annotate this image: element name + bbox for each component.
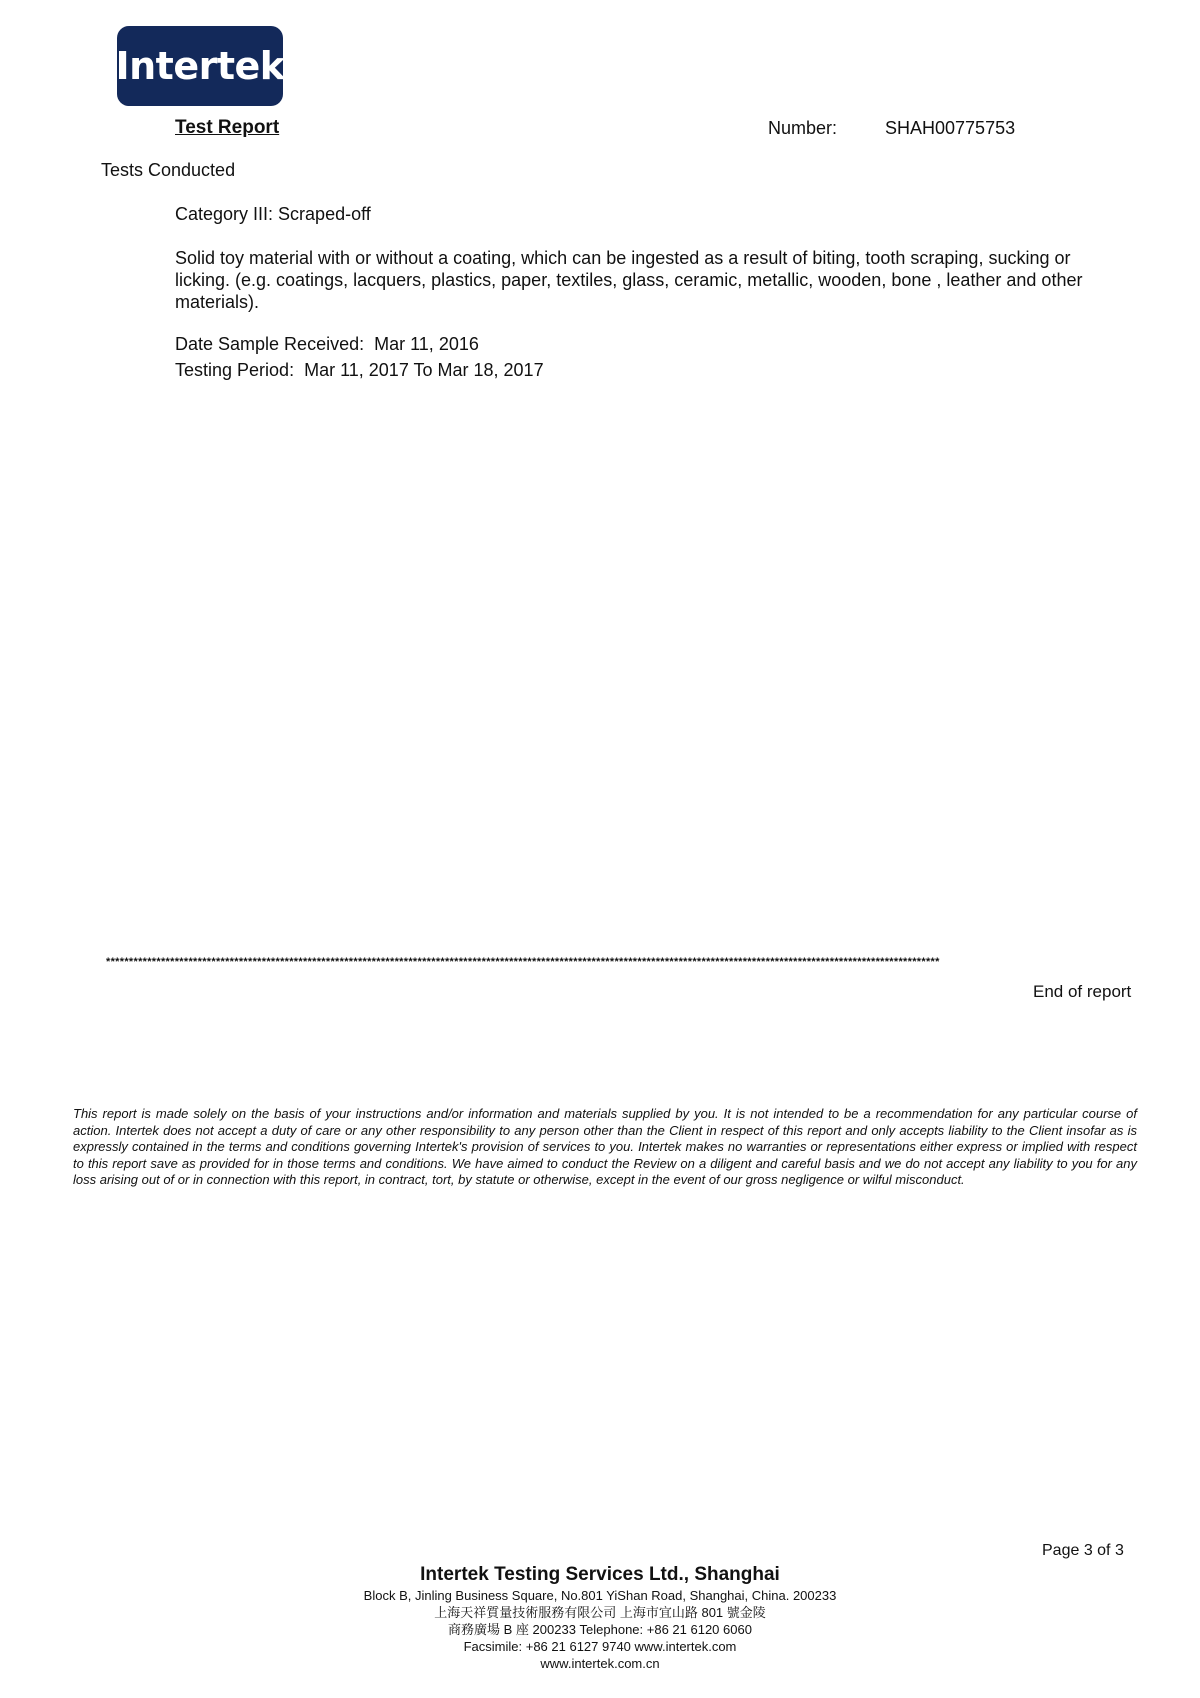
- footer: [0, 1563, 1200, 1672]
- intertek-logo: [117, 26, 283, 106]
- report-title: Test Report: [175, 117, 280, 138]
- footer-website: www.intertek.com.cn: [540, 1656, 660, 1671]
- separator-line: **************************************************************************************************************************************************************************************: [106, 956, 940, 968]
- footer-fax: Facsimile: +86 21 6127 9740 www.intertek.com: [463, 1639, 737, 1654]
- footer-address-cn-phone: 商務廣場 B 座 200233 Telephone: +86 21 6120 6060: [448, 1622, 752, 1637]
- report-number-label: Number:: [768, 118, 838, 138]
- footer-address: Block B, Jinling Business Square, No.801 YiShan Road, Shanghai, China. 200233: [363, 1588, 837, 1603]
- end-of-report: End of report: [1033, 982, 1132, 1001]
- category-description: Solid toy material with or without a coating, which can be ingested as a result of biting, tooth scraping, sucking or licking. (e.g. coatings, lacquers, plastics, paper, textiles, glass, ceramic, metallic, wooden, bone , leather and other materials).: [175, 248, 1083, 312]
- testing-period-row: [175, 360, 544, 381]
- testing-period-label: Testing Period:: [175, 360, 295, 380]
- date-received-value: Mar 11, 2016: [374, 334, 479, 354]
- section-title: Tests Conducted: [101, 160, 236, 180]
- footer-address-cn: 上海天祥質量技術服務有限公司 上海市宜山路 801 號金陵: [434, 1605, 766, 1620]
- logo-text: Intertek: [115, 44, 285, 88]
- page-number: Page 3 of 3: [1042, 1542, 1124, 1559]
- footer-company: Intertek Testing Services Ltd., Shanghai: [420, 1564, 780, 1585]
- test-category: Category III: Scraped-off: [175, 204, 371, 224]
- date-received-row: [175, 334, 479, 355]
- report-number-value: SHAH00775753: [885, 118, 1016, 138]
- disclaimer-text: This report is made solely on the basis of your instructions and/or information and materials supplied by you. It is not intended to be a recommendation for any particular course of action. Intertek does not accept a duty of care or any other responsibility to any person other than the Client in respect of this report and only accepts liability to the Client insofar as is expressly contained in the terms and conditions governing Intertek's provision of services to you. Intertek makes no warranties or representations either express or implied with respect to this report save as provided for in those terms and conditions. We have aimed to conduct the Review on a diligent and careful basis and we do not accept any liability to you for any loss arising out of or in connection with this report, in contract, tort, by statute or otherwise, except in the event of our gross negligence or wilful misconduct.: [73, 1106, 1137, 1187]
- testing-period-value: Mar 11, 2017 To Mar 18, 2017: [304, 360, 544, 380]
- date-received-label: Date Sample Received:: [175, 334, 365, 354]
